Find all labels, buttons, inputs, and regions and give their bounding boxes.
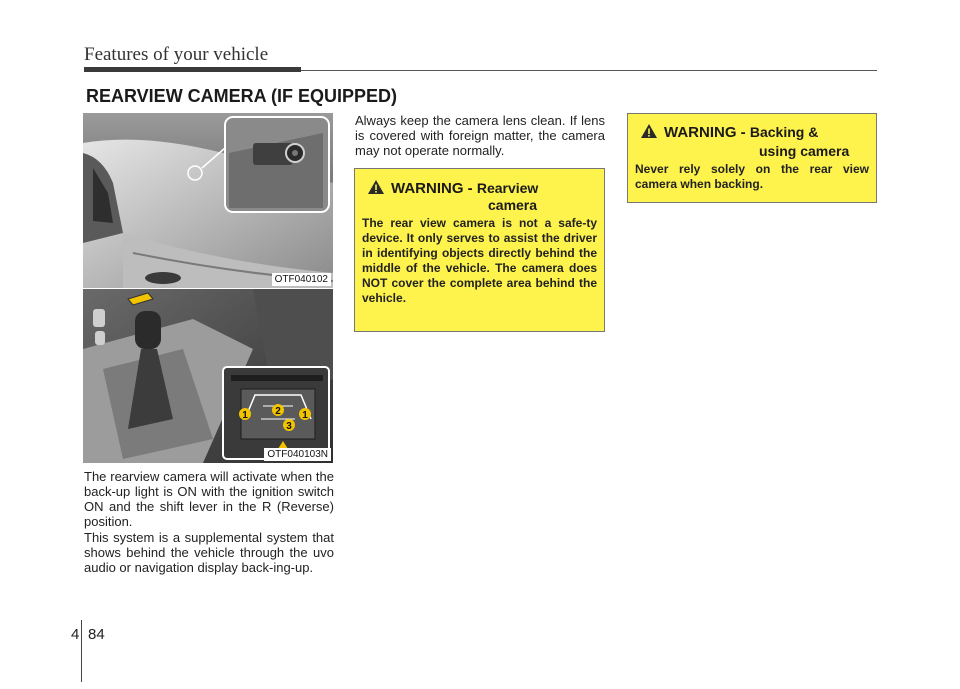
- section-title: REARVIEW CAMERA (IF EQUIPPED): [86, 86, 398, 106]
- body-paragraph: This system is a supplemental system that shows behind the vehicle through the uvo audio or navigation display back-ing-up.: [84, 530, 334, 575]
- figure-code-top: OTF040102: [272, 273, 331, 286]
- callout-2-text: 2: [275, 406, 281, 417]
- warning-subject-line2: camera: [488, 197, 538, 213]
- rear-car-illustration: [83, 113, 333, 288]
- shift-lever-illustration: [83, 289, 333, 463]
- warning-word: WARNING: [664, 124, 737, 141]
- warning-subject: Rearview: [476, 180, 539, 196]
- warning-heading: [391, 180, 538, 198]
- warning-subject-line2: using camera: [759, 143, 850, 159]
- warning-text: Never rely solely on the rear view camera when backing.: [635, 162, 869, 191]
- warning-dash: -: [736, 124, 750, 141]
- warning-box-backing: [627, 113, 877, 203]
- callout-3-text: 3: [286, 421, 292, 432]
- warning-box-rearview-camera: [354, 168, 605, 332]
- figure-shift-lever-display: [83, 289, 333, 463]
- warning-text: The rear view camera is not a safe-ty device. It only serves to assist the driver in identifying objects directly behind the middle of the vehicle. The camera does NOT cover the complete area behind the vehicle.: [362, 216, 597, 305]
- chapter-number: 4: [71, 626, 80, 643]
- header-bar: [84, 67, 301, 72]
- page-number: 84: [88, 626, 105, 643]
- warning-triangle-icon: [640, 123, 658, 139]
- body-paragraph: The rearview camera will activate when the back-up light is ON with the ignition switch ON and the shift lever in the R (Reverse) position.: [84, 469, 334, 529]
- figure-rear-camera-location: [83, 113, 333, 288]
- header-rule: [301, 70, 877, 71]
- warning-subject: Backing &: [749, 124, 819, 140]
- page-divider: [81, 620, 82, 682]
- callout-1-right-text: 1: [302, 410, 308, 421]
- warning-heading: [664, 124, 818, 142]
- callout-1-left-text: 1: [242, 410, 248, 421]
- warning-triangle-icon: [367, 179, 385, 195]
- figure-code-bottom: OTF040103N: [264, 448, 331, 461]
- body-paragraph: Always keep the camera lens clean. If lens is covered with foreign matter, the camera may not operate normally.: [355, 113, 605, 158]
- warning-word: WARNING: [391, 180, 464, 197]
- page-header-title: Features of your vehicle: [84, 44, 269, 65]
- warning-dash: -: [463, 180, 477, 197]
